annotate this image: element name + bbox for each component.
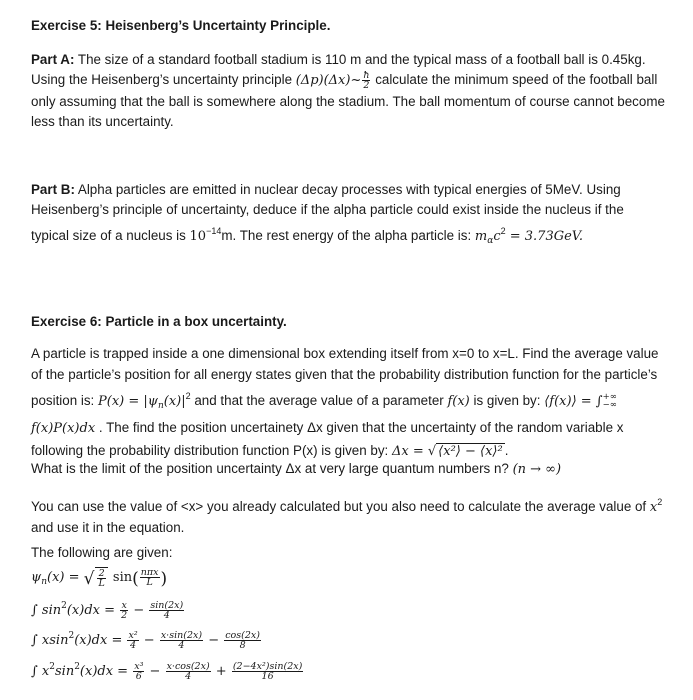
exercise-6-title: Exercise 6: Particle in a box uncertainty. [31, 314, 287, 329]
delta-x-end: . [504, 442, 509, 458]
ex6-paragraph-2 [31, 459, 665, 480]
eq3-exponent: 2 [68, 631, 75, 641]
rest-energy-alpha: α [487, 235, 494, 246]
nucleus-size-exponent: −14 [206, 225, 222, 236]
nucleus-size-base: 10 [189, 228, 207, 244]
eq3-term-1-num: x² [128, 630, 138, 641]
eq4-term-2-den: 4 [185, 671, 192, 682]
ex6-text-2: and that the average value of a parameter [190, 392, 448, 408]
part-a-paragraph [31, 50, 665, 133]
eq4-sin: sin [54, 664, 75, 679]
ex6-text-1: A particle is trapped inside a one dimensional box extending itself from x=0 to x=L. Find the average value of the particle’s position for all energy states given that the probability distribution function for the particle’s position is: [31, 346, 659, 408]
eq3-term-2-num: x·sin(2x) [160, 630, 203, 641]
eq4-term-1-den: 6 [135, 671, 142, 682]
part-a-label: Part A: [31, 52, 75, 67]
eq4-term-1 [133, 662, 144, 681]
px-exponent: 2 [185, 390, 191, 401]
rest-energy-exponent: 2 [500, 225, 506, 236]
eq2-term-2-den: 4 [163, 610, 170, 621]
open-paren: ( [132, 569, 139, 589]
integral-xsin2-equation [31, 631, 262, 650]
hbar-numerator: ħ [363, 70, 370, 82]
eq4-term-3-num: (2−4x²)sin(2x) [232, 661, 303, 672]
eq3-term-1 [127, 631, 138, 650]
eq3-term-3 [224, 631, 261, 650]
sqrt-numerator: 2 [98, 568, 105, 579]
integral-x2sin2-equation [31, 662, 304, 681]
eq4-term-3-den: 16 [261, 671, 274, 682]
part-b-paragraph [31, 180, 665, 251]
sqrt-sign: √ [83, 569, 95, 589]
eq2-term-1-den: 2 [121, 610, 128, 621]
eq2-term-2 [149, 601, 184, 620]
eq4-lhs: ∫ x [31, 664, 50, 679]
exercise-5-title: Exercise 5: Heisenberg’s Uncertainty Principle. [31, 18, 331, 33]
sin-argument-numerator: nπx [140, 567, 159, 578]
eq3-term-2-den: 4 [178, 640, 185, 651]
wavefunction-equation [31, 567, 167, 589]
eq2-exponent: 2 [61, 601, 67, 611]
eq3-mid: (x)dx = [74, 633, 127, 648]
psi-sub-n: n [41, 577, 47, 587]
eq4-term-3 [232, 662, 303, 681]
eq3-term-2 [160, 631, 203, 650]
eq3-term-3-num: cos(2x) [225, 630, 260, 641]
px-formula-rest: (x)| [163, 393, 186, 409]
integral-limits [603, 393, 617, 409]
psi-symbol: ψ [31, 570, 42, 585]
hint-text-1: You can use the value of <x> you already calculated but you also need to calculate the average value of [31, 499, 650, 514]
delta-x-radicand: ⟨x²⟩ − ⟨x⟩² [438, 443, 503, 459]
eq4-minus: − [145, 664, 165, 679]
integral-upper-limit: +∞ [602, 392, 617, 403]
eq2-lhs: ∫ sin [31, 603, 62, 618]
integral-lower-limit: −∞ [602, 400, 617, 411]
given-label: The following are given: [31, 545, 173, 560]
ex6-text-4: . The find the position uncertainety Δx given that the uncertainty of the random variable x following the probability distribution function P(x) is given by: [31, 420, 624, 458]
eq2-minus: − [129, 603, 149, 618]
eq2-term-1-num: x [121, 600, 127, 611]
delta-x-formula: Δx = √ [392, 443, 437, 459]
rest-energy-value: = 3.73GeV. [505, 228, 584, 244]
fx-symbol: f(x) [447, 393, 470, 409]
eq4-plus: + [211, 664, 231, 679]
x-squared: x [649, 500, 658, 515]
part-b-text-1: Alpha particles are emitted in nuclear decay processes with typical energies of 5MeV. Using Heisenberg’s principle of uncertainty, deduce if the alpha particle could exist inside the nucleus if the typical size of a nucleus is [31, 182, 624, 243]
sin-label: sin [108, 570, 133, 585]
eq4-term-1-num: x³ [134, 661, 144, 672]
eq4-term-2 [166, 662, 211, 681]
sqrt-2-over-L [95, 567, 107, 588]
limit-expression: (n → ∞) [512, 462, 562, 477]
hbar-denominator: 2 [363, 80, 370, 92]
eq3-term-3-den: 8 [239, 640, 246, 651]
eq2-mid: (x)dx = [66, 603, 120, 618]
ex6-text-3: is given by: [469, 392, 541, 408]
eq3-minus-1: − [139, 633, 159, 648]
hbar-over-2 [362, 71, 370, 90]
part-b-label: Part B: [31, 182, 75, 197]
eq3-minus-2: − [204, 633, 224, 648]
integral-sin2-equation [31, 601, 185, 620]
eq4-exponent-1: 2 [49, 662, 55, 672]
px-sub-n: n [157, 400, 164, 411]
average-formula-lhs: ⟨f(x)⟩ = ∫ [544, 393, 603, 409]
ex6-paragraph-1 [31, 343, 665, 462]
x-squared-exponent: 2 [657, 497, 663, 507]
close-paren: ) [160, 569, 168, 589]
eq4-term-2-num: x·cos(2x) [166, 661, 210, 672]
average-formula-rhs: f(x)P(x)dx [31, 421, 96, 437]
part-a-text-1: The size of a standard football stadium is 110 m and the typical mass of a football ball is 0.45kg. Using the Heisenberg’s uncertainty principle [31, 52, 646, 88]
eq3-term-1-den: 4 [130, 640, 137, 651]
uncertainty-formula: (Δp)(Δx)~ [295, 73, 362, 89]
eq2-term-2-num: sin(2x) [150, 600, 184, 611]
rest-energy-m: m [474, 228, 488, 244]
ex6-paragraph-3 [31, 492, 665, 539]
eq2-term-1 [120, 601, 128, 620]
eq4-mid: (x)dx = [79, 664, 133, 679]
eq4-exponent-2: 2 [74, 662, 80, 672]
px-formula: P(x) = |ψ [98, 393, 158, 409]
part-b-text-2: m. The rest energy of the alpha particle is: [221, 227, 475, 243]
sin-argument-denominator: L [146, 577, 153, 588]
wavefunction-mid: (x) = [47, 570, 84, 585]
part-a-text-2: calculate the minimum speed of the football ball only assuming that the ball is somewhere along the stadium. The ball momentum of course cannot become less than its uncertainty. [31, 72, 665, 130]
limit-question-text: What is the limit of the position uncertainty Δx at very large quantum numbers n? [31, 461, 513, 476]
sin-argument [140, 568, 160, 587]
hint-text-2: and use it in the equation. [31, 520, 185, 536]
eq3-lhs: ∫ xsin [31, 633, 69, 648]
sqrt-denominator: L [98, 578, 105, 589]
rest-energy-c: c [493, 228, 501, 244]
